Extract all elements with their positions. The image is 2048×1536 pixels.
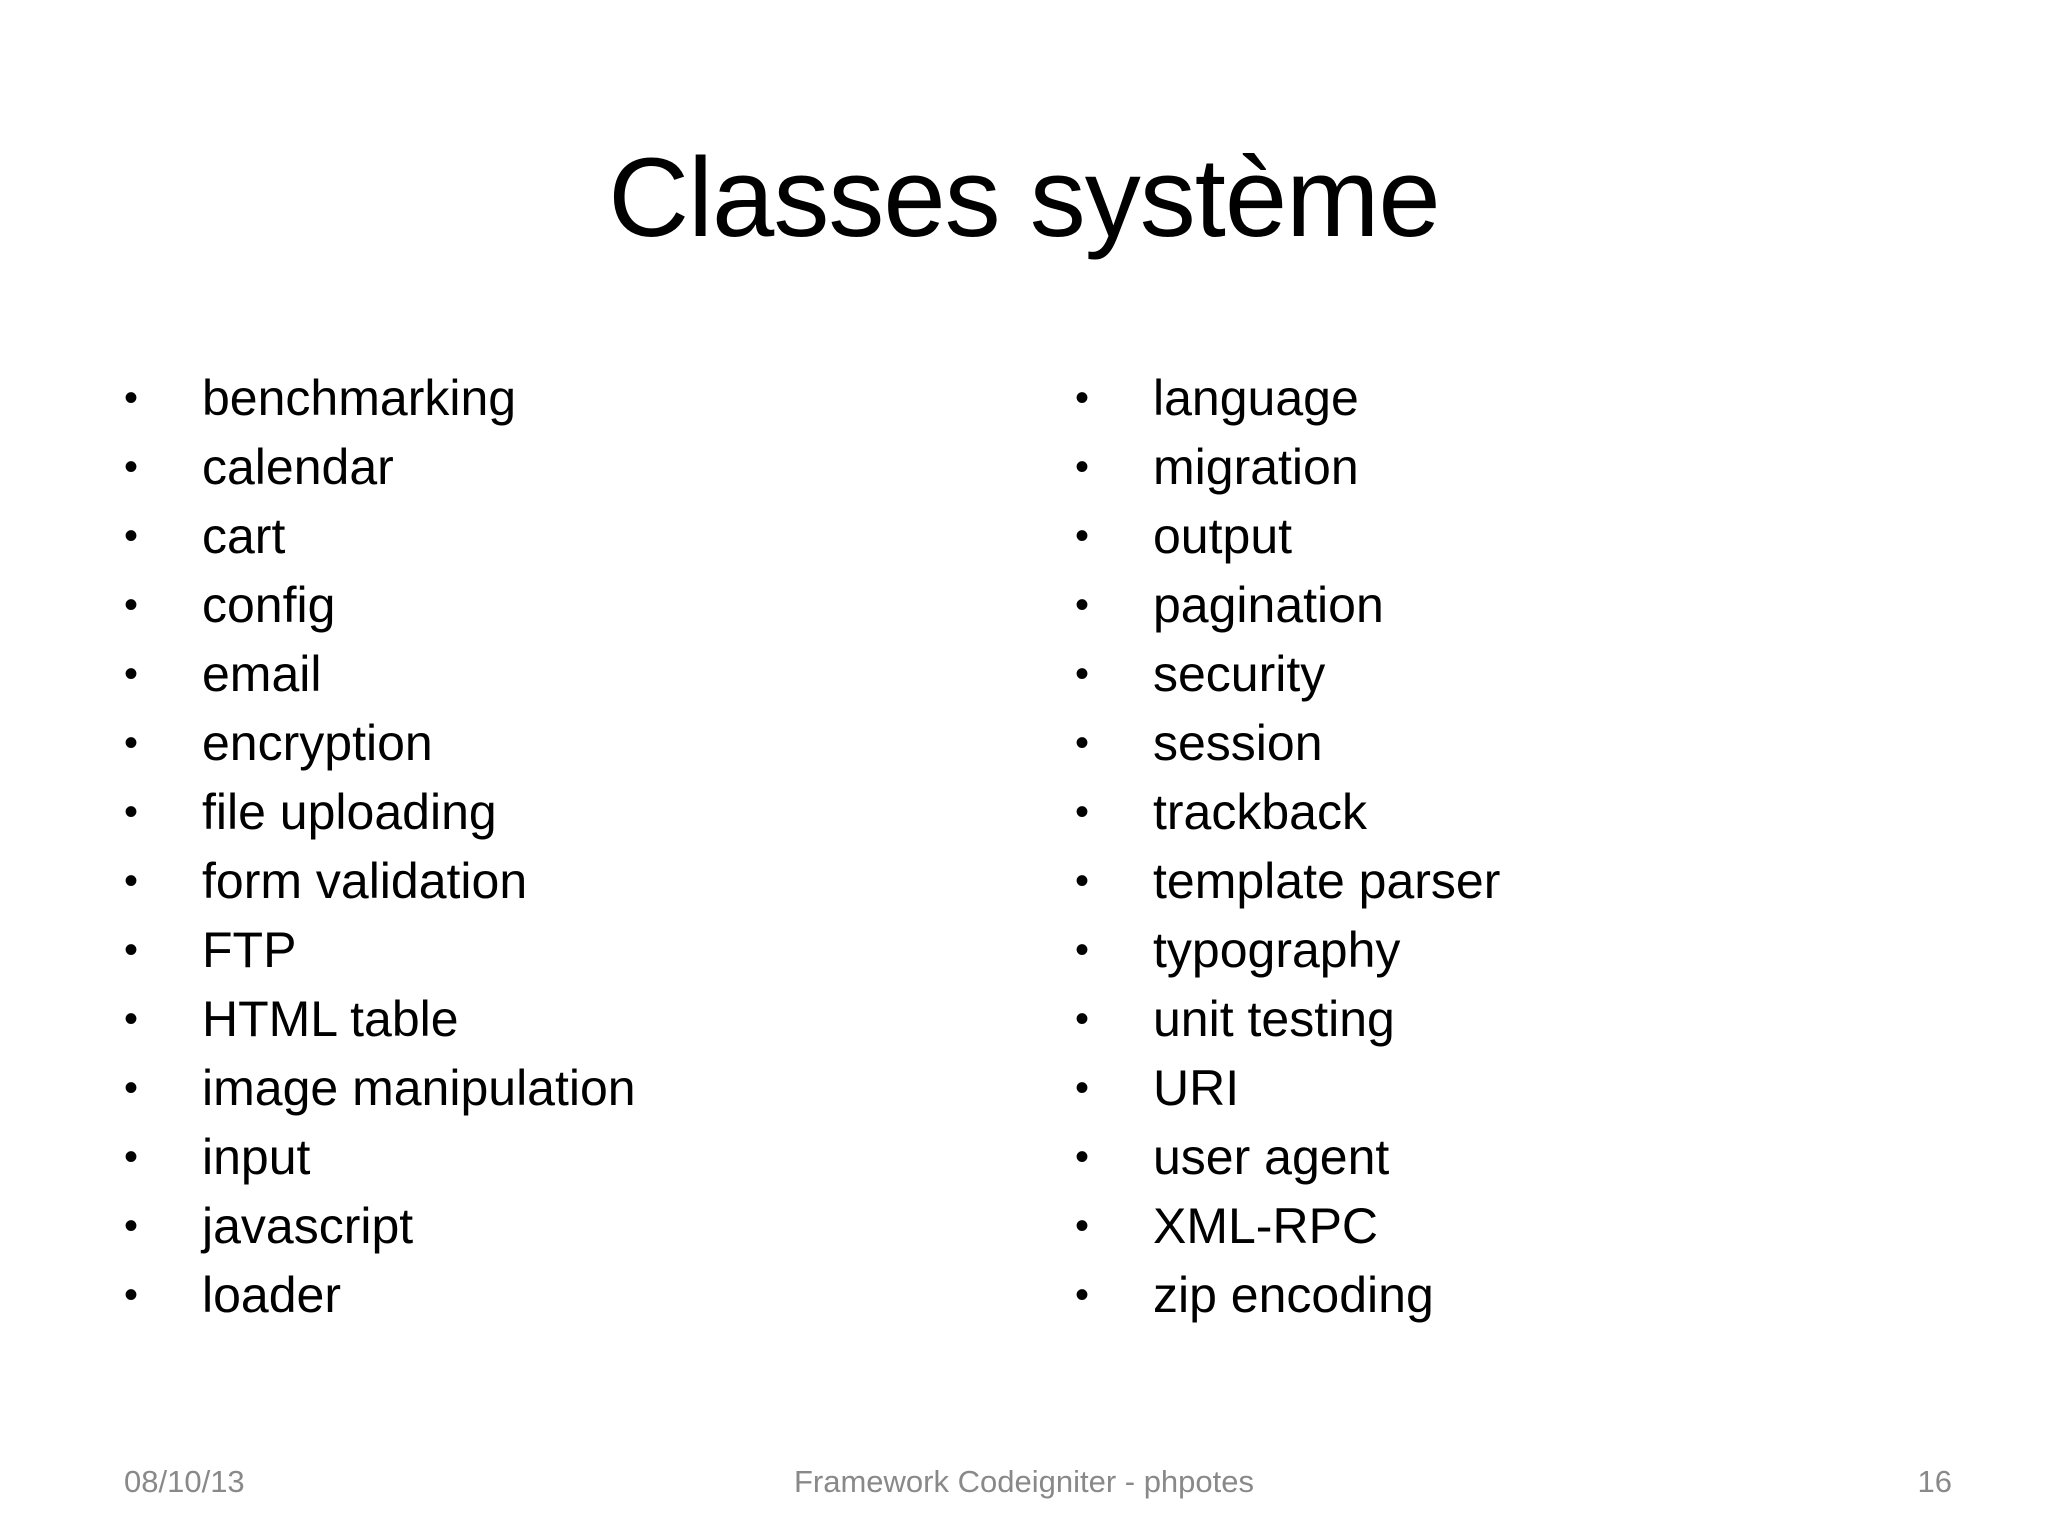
list-item-text: calendar xyxy=(202,439,394,495)
slide-title: Classes système xyxy=(608,135,1440,260)
list-item-text: pagination xyxy=(1153,577,1384,633)
list-item-text: email xyxy=(202,646,322,702)
bullet-icon: • xyxy=(124,1135,139,1179)
list-item xyxy=(124,1123,1024,1192)
bullet-icon: • xyxy=(1075,376,1090,420)
bullet-icon: • xyxy=(1075,514,1090,558)
bullet-icon: • xyxy=(1075,583,1090,627)
list-item-text: cart xyxy=(202,508,286,564)
bullet-icon: • xyxy=(1075,1204,1090,1248)
bullet-icon: • xyxy=(124,1204,139,1248)
footer-title: Framework Codeigniter - phpotes xyxy=(793,1464,1255,1499)
bullet-icon: • xyxy=(1075,445,1090,489)
list-item xyxy=(1075,778,1975,847)
list-item-text: migration xyxy=(1153,439,1359,495)
bullet-icon: • xyxy=(124,790,139,834)
bullet-icon: • xyxy=(1075,721,1090,765)
list-item xyxy=(124,847,1024,916)
list-item xyxy=(1075,916,1975,985)
list-item-text: typography xyxy=(1153,922,1401,978)
list-item-text: security xyxy=(1153,646,1326,702)
bullet-icon: • xyxy=(1075,1135,1090,1179)
bullet-icon: • xyxy=(124,514,139,558)
list-item xyxy=(124,916,1024,985)
list-item xyxy=(124,571,1024,640)
list-item xyxy=(124,1261,1024,1330)
list-item xyxy=(1075,709,1975,778)
bullet-icon: • xyxy=(1075,928,1090,972)
list-item xyxy=(1075,1054,1975,1123)
list-item-text: input xyxy=(202,1129,311,1185)
list-item-text: session xyxy=(1153,715,1323,771)
list-item-text: form validation xyxy=(202,853,528,909)
list-item xyxy=(1075,847,1975,916)
list-item xyxy=(1075,1261,1975,1330)
list-item-text: URI xyxy=(1153,1060,1240,1116)
list-item xyxy=(124,1192,1024,1261)
bullet-icon: • xyxy=(124,928,139,972)
bullet-icon: • xyxy=(1075,997,1090,1041)
list-item xyxy=(1075,571,1975,640)
list-item-text: template parser xyxy=(1153,853,1501,909)
list-item-text: trackback xyxy=(1153,784,1367,840)
bullet-icon: • xyxy=(124,997,139,1041)
list-item xyxy=(1075,1192,1975,1261)
list-item xyxy=(1075,502,1975,571)
list-item-text: config xyxy=(202,577,336,633)
list-item-text: encryption xyxy=(202,715,433,771)
bullet-icon: • xyxy=(1075,790,1090,834)
list-item-text: output xyxy=(1153,508,1293,564)
list-item xyxy=(1075,364,1975,433)
list-item xyxy=(1075,433,1975,502)
bullet-list-left xyxy=(124,364,1024,1330)
bullet-icon: • xyxy=(124,376,139,420)
bullet-icon: • xyxy=(1075,652,1090,696)
list-item-text: user agent xyxy=(1153,1129,1390,1185)
list-item-text: image manipulation xyxy=(202,1060,636,1116)
list-item-text: FTP xyxy=(202,922,297,978)
list-item xyxy=(124,433,1024,502)
bullet-icon: • xyxy=(1075,859,1090,903)
bullet-icon: • xyxy=(124,859,139,903)
list-item xyxy=(124,364,1024,433)
bullet-list-right xyxy=(1075,364,1975,1330)
bullet-icon: • xyxy=(124,652,139,696)
list-item-text: HTML table xyxy=(202,991,459,1047)
list-item-text: file uploading xyxy=(202,784,497,840)
bullet-icon: • xyxy=(124,583,139,627)
slide-number: 16 xyxy=(1917,1464,1952,1499)
list-item-text: unit testing xyxy=(1153,991,1395,1047)
footer-date: 08/10/13 xyxy=(124,1464,245,1499)
list-item xyxy=(124,502,1024,571)
list-item xyxy=(124,709,1024,778)
list-item xyxy=(124,1054,1024,1123)
list-item-text: loader xyxy=(202,1267,341,1323)
list-item xyxy=(1075,985,1975,1054)
list-item-text: javascript xyxy=(202,1198,414,1254)
list-item-text: benchmarking xyxy=(202,370,517,426)
list-item xyxy=(124,640,1024,709)
list-item xyxy=(124,778,1024,847)
bullet-icon: • xyxy=(124,1066,139,1110)
bullet-icon: • xyxy=(124,445,139,489)
list-item-text: language xyxy=(1153,370,1359,426)
list-item xyxy=(124,985,1024,1054)
list-item-text: XML-RPC xyxy=(1153,1198,1379,1254)
list-item xyxy=(1075,640,1975,709)
bullet-icon: • xyxy=(1075,1273,1090,1317)
bullet-icon: • xyxy=(1075,1066,1090,1110)
list-item-text: zip encoding xyxy=(1153,1267,1434,1323)
bullet-icon: • xyxy=(124,1273,139,1317)
bullet-icon: • xyxy=(124,721,139,765)
list-item xyxy=(1075,1123,1975,1192)
